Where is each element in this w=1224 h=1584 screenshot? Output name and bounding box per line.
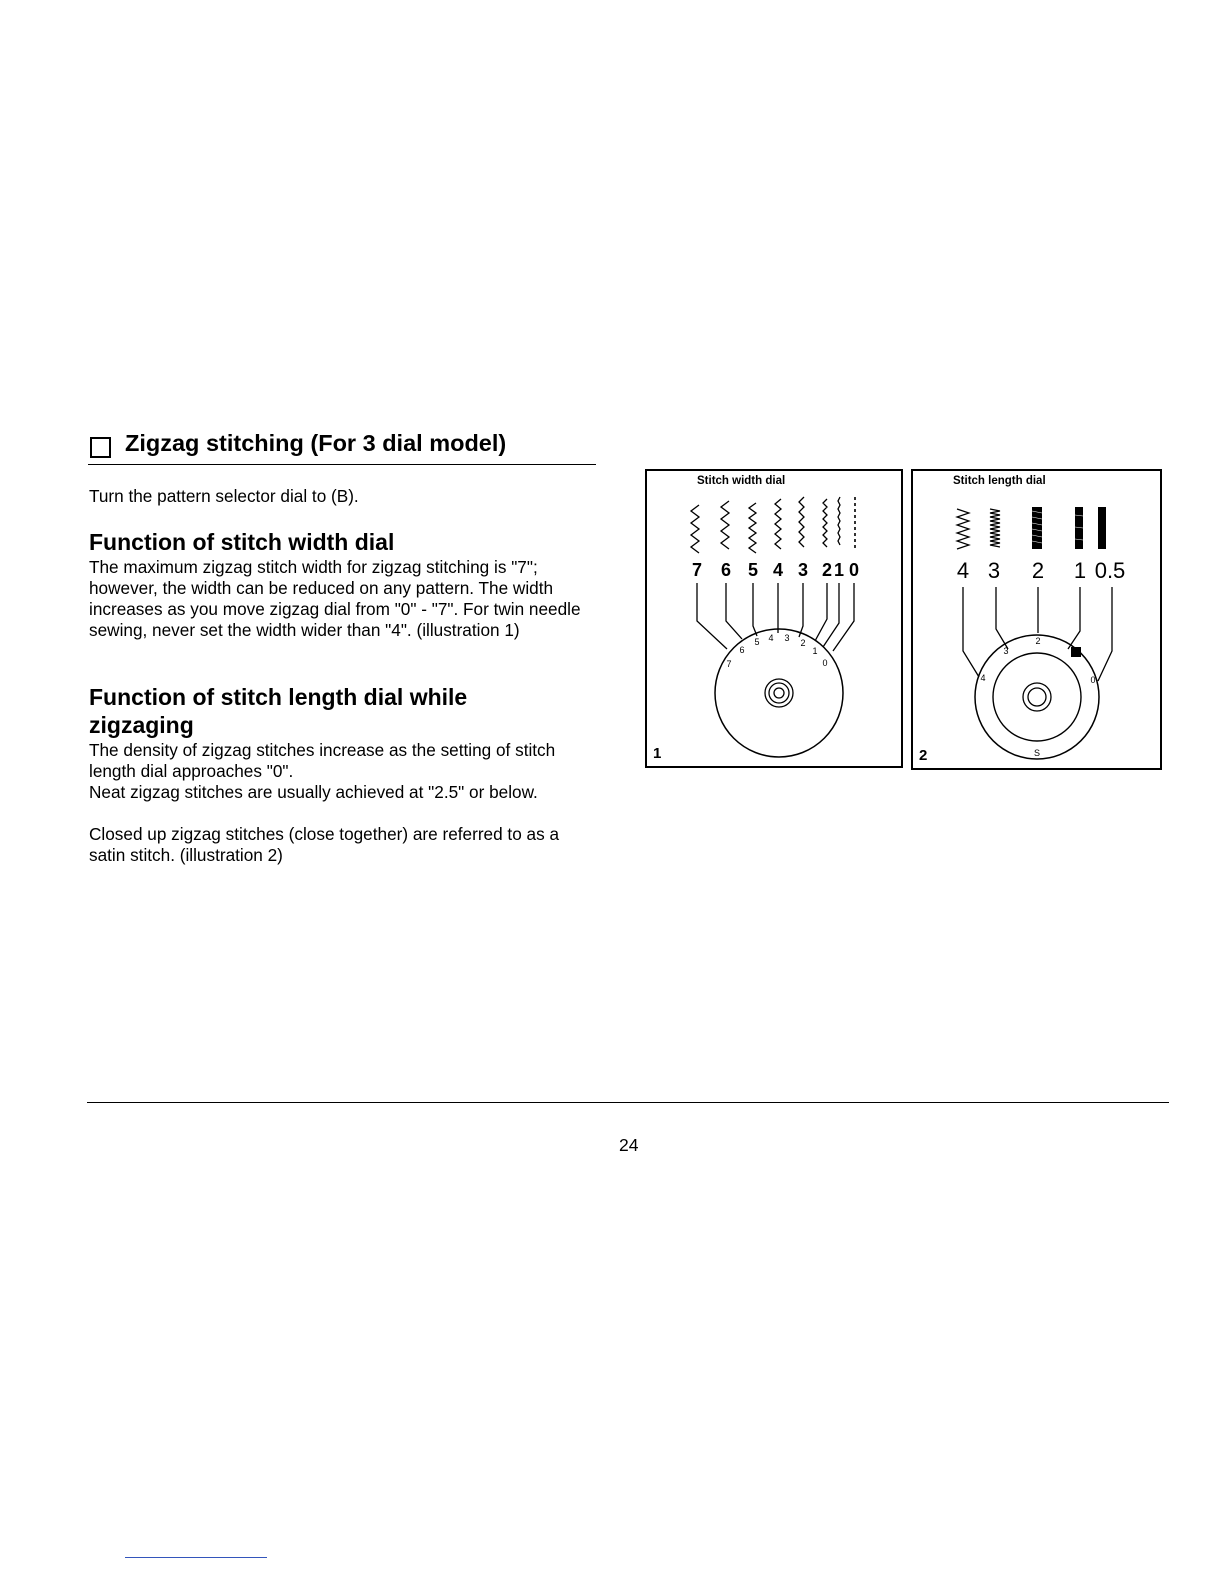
length-dial-mark-s: S xyxy=(1033,748,1041,758)
satin-samples xyxy=(1032,507,1106,549)
zigzag-sample-3 xyxy=(799,497,804,547)
length-label-4: 4 xyxy=(956,558,970,583)
intro-text: Turn the pattern selector dial to (B). xyxy=(89,486,359,506)
footer-rule xyxy=(87,1102,1169,1103)
width-label-2: 2 xyxy=(821,560,833,580)
width-dial-mark-0: 0 xyxy=(822,658,828,668)
length-dial-body-2: Neat zigzag stitches are usually achieved at "2.5" or below. xyxy=(89,782,538,802)
width-dial-mark-4: 4 xyxy=(768,633,774,643)
stitch-width-figure xyxy=(645,469,903,768)
leader-lines xyxy=(697,583,854,651)
width-label-7: 7 xyxy=(691,560,703,580)
length-dial-mark-2: 2 xyxy=(1035,636,1041,646)
page-number: 24 xyxy=(619,1135,639,1155)
length-dial-body-3: Closed up zigzag stitches (close together) are referred to as a satin stitch. (illustration 2) xyxy=(89,824,560,865)
width-label-6: 6 xyxy=(720,560,732,580)
width-dial xyxy=(715,629,843,757)
width-dial-mark-1: 1 xyxy=(812,646,818,656)
length-dial-mark-0: 0 xyxy=(1090,675,1096,685)
length-sample-4 xyxy=(957,509,969,549)
width-dial-mark-3: 3 xyxy=(784,633,790,643)
width-dial-mark-6: 6 xyxy=(739,645,745,655)
stitch-length-illustration xyxy=(913,471,1164,772)
figure1-caption: Stitch width dial xyxy=(697,475,786,487)
length-dial-body-1: The density of zigzag stitches increase as the setting of stitch length dial approaches "0". xyxy=(89,740,556,781)
footnote-rule xyxy=(125,1557,267,1558)
width-label-0: 0 xyxy=(848,560,860,580)
length-leader-lines xyxy=(963,587,1112,681)
zigzag-sample-6 xyxy=(721,501,729,549)
width-label-1: 1 xyxy=(833,560,845,580)
stitch-width-illustration xyxy=(647,471,905,770)
zigzag-sample-1 xyxy=(838,497,840,545)
length-sample-3 xyxy=(990,509,1000,547)
length-label-1: 1 xyxy=(1073,558,1087,583)
figure2-caption: Stitch length dial xyxy=(953,475,1046,487)
length-dial-satin-mark xyxy=(1071,647,1081,657)
figure2-number: 2 xyxy=(919,747,928,764)
length-sample-05 xyxy=(1098,507,1106,549)
zigzag-sample-5 xyxy=(749,503,756,553)
width-label-4: 4 xyxy=(772,560,784,580)
length-label-2: 2 xyxy=(1031,558,1045,583)
width-dial-mark-5: 5 xyxy=(754,637,760,647)
length-dial-mark-4: 4 xyxy=(980,673,986,683)
width-label-5: 5 xyxy=(747,560,759,580)
section-title: Zigzag stitching (For 3 dial model) xyxy=(125,430,507,456)
zigzag-sample-7 xyxy=(691,505,699,553)
length-dial-heading: Function of stitch length dial while zigzaging xyxy=(89,684,468,738)
width-dial-mark-2: 2 xyxy=(800,638,806,648)
figure1-number: 1 xyxy=(653,745,662,762)
stitch-length-figure xyxy=(911,469,1162,770)
length-label-05: 0.5 xyxy=(1094,558,1126,583)
width-dial-heading: Function of stitch width dial xyxy=(89,529,395,555)
zigzag-sample-4 xyxy=(775,499,781,549)
length-label-3: 3 xyxy=(987,558,1001,583)
width-dial-mark-7: 7 xyxy=(726,659,732,669)
checkbox-icon xyxy=(90,437,111,458)
section-header xyxy=(88,430,596,465)
width-dial-body: The maximum zigzag stitch width for zigzag stitching is "7"; however, the width can be reduced on any pattern. The width increases as you move zigzag dial from "0" - "7". For twin needle sewing, never set the width wider than "4". (illustration 1) xyxy=(89,557,581,640)
width-label-3: 3 xyxy=(797,560,809,580)
length-dial-mark-3: 3 xyxy=(1003,646,1009,656)
zigzag-sample-2 xyxy=(823,499,827,547)
